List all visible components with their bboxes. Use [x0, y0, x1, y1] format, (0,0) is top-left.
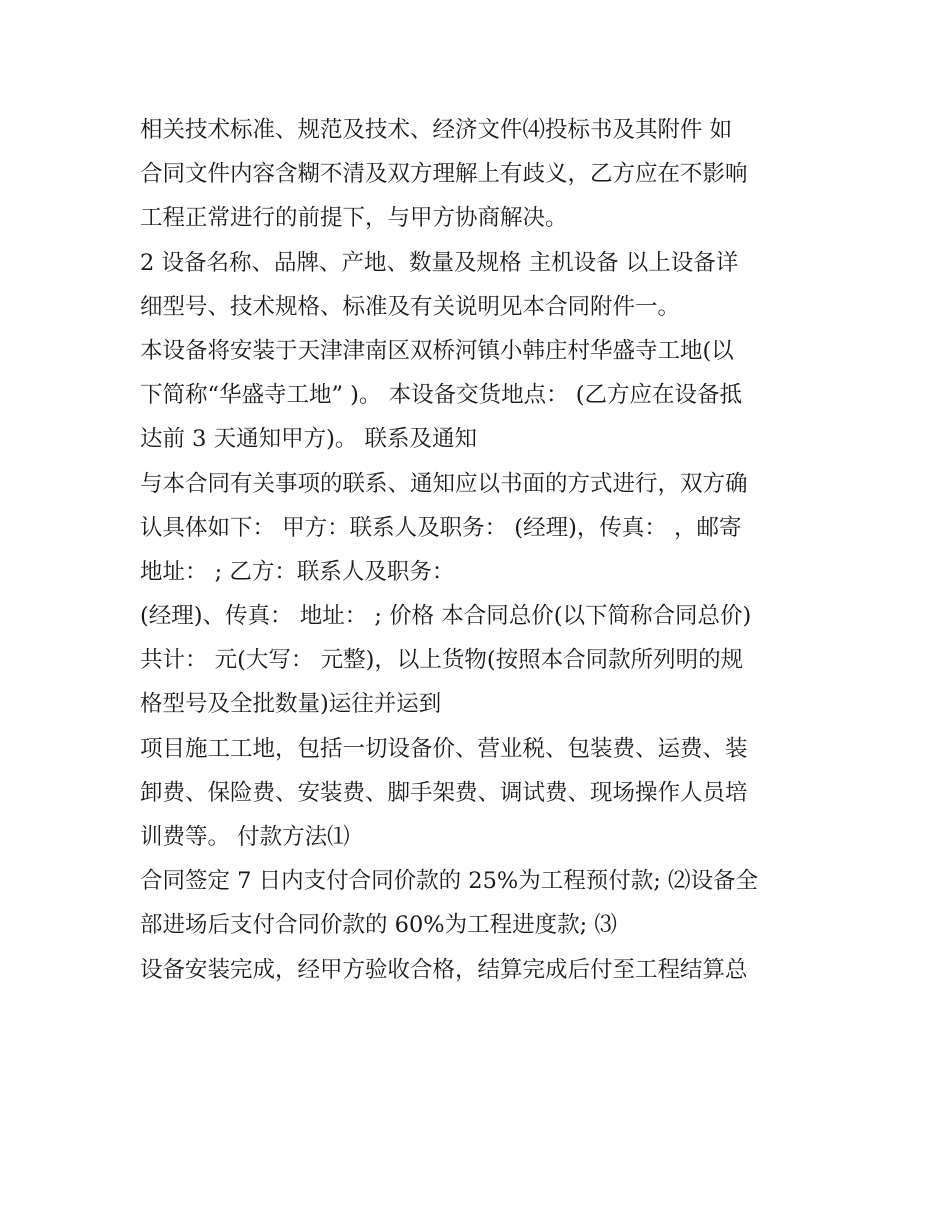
text-line: 部进场后支付合同价款的 60%为工程进度款; ⑶ — [140, 912, 617, 939]
paragraph-payment-terms — [140, 859, 820, 947]
paragraph-contact-notice — [140, 462, 820, 595]
text-line: 与本合同有关事项的联系、通知应以书面的方式进行，双方确 — [140, 470, 748, 497]
text-line: 格型号及全批数量)运往并运到 — [140, 691, 442, 718]
text-line: 地址： ; 乙方：联系人及职务： — [140, 558, 455, 585]
paragraph-price — [140, 594, 820, 727]
text-line: 工程正常进行的前提下，与甲方协商解决。 — [140, 205, 568, 232]
text-line: 相关技术标准、规范及技术、经济文件⑷投标书及其附件 如 — [140, 117, 733, 143]
text-line: 认具体如下： 甲方：联系人及职务： (经理)，传真： ，邮寄 — [140, 514, 742, 541]
text-line: 达前 3 天通知甲方)。 联系及通知 — [140, 426, 478, 453]
text-line: 下简称“华盛寺工地” )。 本设备交货地点： (乙方应在设备抵 — [140, 382, 743, 409]
text-line: (经理)、传真： 地址： ; 价格 本合同总价(以下简称合同总价) — [140, 603, 752, 630]
document-body — [140, 108, 820, 992]
text-line: 合同文件内容含糊不清及双方理解上有歧义，乙方应在不影响 — [140, 161, 748, 188]
text-line: 本设备将安装于天津津南区双桥河镇小韩庄村华盛寺工地(以 — [140, 337, 734, 364]
text-line: 合同签定 7 日内支付合同价款的 25%为工程预付款; ⑵设备全 — [140, 868, 759, 895]
text-line: 设备安装完成，经甲方验收合格，结算完成后付至工程结算总 — [140, 956, 748, 983]
paragraph-contract-documents — [140, 108, 820, 241]
paragraph-equipment-spec — [140, 241, 820, 329]
paragraph-final-payment — [140, 948, 820, 992]
text-line: 共计： 元(大写： 元整)，以上货物(按照本合同款所列明的规 — [140, 647, 744, 674]
text-line: 细型号、技术规格、标准及有关说明见本合同附件一。 — [140, 293, 681, 320]
paragraph-installation-site — [140, 329, 820, 462]
paragraph-price-scope — [140, 727, 820, 860]
text-line: 项目施工工地，包括一切设备价、营业税、包装费、运费、装 — [140, 735, 748, 762]
text-line: 训费等。 付款方法⑴ — [140, 824, 350, 850]
text-line: 2 设备名称、品牌、产地、数量及规格 主机设备 以上设备详 — [140, 249, 739, 276]
text-line: 卸费、保险费、安装费、脚手架费、调试费、现场操作人员培 — [140, 779, 748, 806]
